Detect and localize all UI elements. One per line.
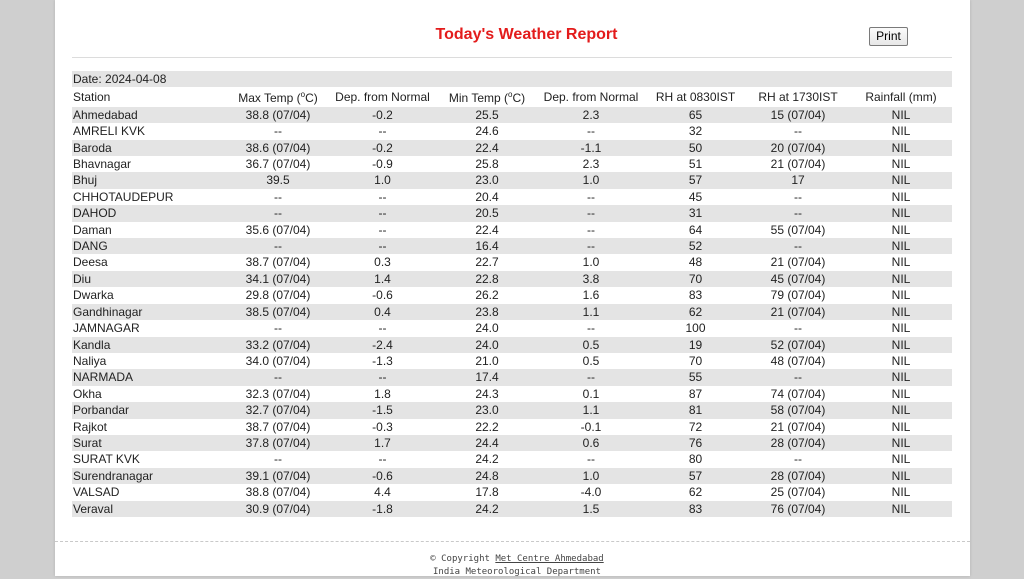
rh-0830-cell: 19 xyxy=(645,337,746,353)
dep-min-cell: 0.1 xyxy=(582,386,600,401)
rainfall-cell: NIL xyxy=(891,485,911,500)
max-temp-cell: 30.9 (07/04) xyxy=(228,501,328,517)
rh-1730-cell: 52 (07/04) xyxy=(746,337,850,353)
dep-min-cell: 1.6 xyxy=(582,288,600,303)
rainfall-cell: NIL xyxy=(891,288,911,303)
rh-0830-cell: 52 xyxy=(645,238,746,254)
table-row xyxy=(72,222,952,238)
dep-min-cell: -4.0 xyxy=(580,485,602,500)
dep-max-cell: -0.6 xyxy=(328,468,437,484)
station-cell: Ahmedabad xyxy=(72,107,228,123)
station-cell: VALSAD xyxy=(73,485,120,500)
rh-1730-cell: -- xyxy=(794,452,802,467)
table-row xyxy=(72,172,952,188)
dep-max-cell: -1.3 xyxy=(372,353,393,368)
max-temp-cell: 34.0 (07/04) xyxy=(245,353,311,368)
max-temp-cell: -- xyxy=(274,452,282,467)
dep-min-cell: 3.8 xyxy=(537,271,645,287)
dep-max-cell: -- xyxy=(378,189,387,204)
max-temp-cell: 38.8 (07/04) xyxy=(245,485,311,500)
dep-min-cell: -0.1 xyxy=(580,419,602,434)
dep-min-cell: -- xyxy=(587,189,595,204)
max-temp-cell: -- xyxy=(228,369,328,385)
header-min-temp: Min Temp ($^o$C) xyxy=(448,90,526,106)
rh-1730-cell: 21 (07/04) xyxy=(770,157,826,172)
max-temp-cell: 32.3 (07/04) xyxy=(245,386,311,401)
max-temp-cell: -- xyxy=(274,189,282,204)
min-temp-cell: 20.4 xyxy=(475,189,499,204)
rh-1730-cell: 28 (07/04) xyxy=(746,435,850,451)
max-temp-cell: 39.1 (07/04) xyxy=(228,468,328,484)
table-row xyxy=(72,205,952,221)
header-rainfall: Rainfall (mm) xyxy=(865,89,937,104)
station-cell: AMRELI KVK xyxy=(73,124,146,139)
table-row xyxy=(72,304,952,320)
dep-max-cell: -- xyxy=(328,238,437,254)
rainfall-cell: NIL xyxy=(850,337,952,353)
rainfall-cell: NIL xyxy=(891,255,911,270)
station-cell: Gandhinagar xyxy=(72,304,228,320)
table-row xyxy=(72,271,952,287)
min-temp-cell: 17.4 xyxy=(437,369,537,385)
rh-0830-cell: 57 xyxy=(645,172,746,188)
table-row xyxy=(72,435,952,451)
dep-min-cell: 1.1 xyxy=(537,402,645,418)
rh-0830-cell: 31 xyxy=(645,205,746,221)
table-row xyxy=(72,140,952,156)
dep-min-cell: -- xyxy=(587,222,595,237)
min-temp-cell: 22.7 xyxy=(475,255,499,270)
min-temp-cell: 24.0 xyxy=(475,321,499,336)
table-row xyxy=(72,386,952,402)
min-temp-cell: 21.0 xyxy=(475,353,499,368)
max-temp-cell: 38.5 (07/04) xyxy=(228,304,328,320)
rainfall-cell: NIL xyxy=(891,124,911,139)
rh-1730-cell: -- xyxy=(746,238,850,254)
dep-max-cell: 0.4 xyxy=(328,304,437,320)
dep-max-cell: 1.8 xyxy=(374,386,391,401)
dep-max-cell: -1.5 xyxy=(328,402,437,418)
rainfall-cell: NIL xyxy=(891,157,911,172)
table-row xyxy=(72,189,952,205)
rh-1730-cell: 15 (07/04) xyxy=(746,107,850,123)
copyright-line: © Copyright Met Centre Ahmedabad xyxy=(430,554,604,564)
rh-1730-cell: 79 (07/04) xyxy=(770,288,826,303)
dep-min-cell: -- xyxy=(537,205,645,221)
footer xyxy=(0,553,1024,579)
print-button[interactable]: Print xyxy=(869,27,908,46)
rh-1730-cell: 21 (07/04) xyxy=(746,304,850,320)
min-temp-cell: 23.8 xyxy=(437,304,537,320)
dep-max-cell: -- xyxy=(378,452,387,467)
dep-max-cell: 1.7 xyxy=(328,435,437,451)
table-row xyxy=(72,451,952,467)
rh-1730-cell: 21 (07/04) xyxy=(770,255,826,270)
max-temp-cell: 29.8 (07/04) xyxy=(245,288,311,303)
rh-0830-cell: 70 xyxy=(688,353,703,368)
rainfall-cell: NIL xyxy=(891,353,911,368)
rh-0830-cell: 32 xyxy=(688,124,703,139)
page-title: Today's Weather Report xyxy=(435,26,618,43)
dep-min-cell: 2.3 xyxy=(537,107,645,123)
dep-max-cell: -0.2 xyxy=(328,140,437,156)
table-row xyxy=(72,353,952,369)
rainfall-cell: NIL xyxy=(891,419,911,434)
rh-1730-cell: -- xyxy=(794,321,802,336)
header-rh-0830: RH at 0830IST xyxy=(655,89,736,104)
min-temp-cell: 23.0 xyxy=(437,172,537,188)
dep-max-cell: -0.3 xyxy=(372,419,393,434)
report-date: Date: 2024-04-08 xyxy=(72,71,952,87)
dep-min-cell: 1.0 xyxy=(582,255,600,270)
dep-min-cell: 1.5 xyxy=(537,501,645,517)
min-temp-cell: 24.6 xyxy=(475,124,499,139)
rh-0830-cell: 83 xyxy=(645,501,746,517)
dep-max-cell: 0.3 xyxy=(374,255,391,270)
station-cell: SURAT KVK xyxy=(73,452,140,467)
min-temp-cell: 22.4 xyxy=(437,140,537,156)
rh-0830-cell: 65 xyxy=(645,107,746,123)
dep-min-cell: -- xyxy=(587,452,595,467)
min-temp-cell: 22.8 xyxy=(437,271,537,287)
rh-0830-cell: 51 xyxy=(688,157,703,172)
dep-max-cell: -1.8 xyxy=(328,501,437,517)
min-temp-cell: 26.2 xyxy=(475,288,499,303)
org-name: India Meteorological Department xyxy=(433,567,601,577)
rh-1730-cell: 58 (07/04) xyxy=(746,402,850,418)
min-temp-cell: 17.8 xyxy=(475,485,499,500)
max-temp-cell: 36.7 (07/04) xyxy=(245,157,311,172)
dep-min-cell: 0.5 xyxy=(582,353,600,368)
table-row xyxy=(72,402,952,418)
station-cell: Baroda xyxy=(72,140,228,156)
station-cell: JAMNAGAR xyxy=(73,321,140,336)
rainfall-cell: NIL xyxy=(891,222,911,237)
dep-max-cell: -- xyxy=(378,124,387,139)
max-temp-cell: 35.6 (07/04) xyxy=(245,222,311,237)
table-row xyxy=(72,107,952,123)
table-row xyxy=(72,287,952,303)
dep-min-cell: 1.0 xyxy=(537,172,645,188)
rh-1730-cell: -- xyxy=(794,189,802,204)
min-temp-cell: 24.0 xyxy=(437,337,537,353)
date-row xyxy=(72,71,952,87)
header-rh-1730: RH at 1730IST xyxy=(758,89,838,104)
min-temp-cell: 24.2 xyxy=(437,501,537,517)
station-cell: Daman xyxy=(73,222,112,237)
rainfall-cell: NIL xyxy=(850,271,952,287)
dep-max-cell: -- xyxy=(378,222,387,237)
rh-1730-cell: -- xyxy=(746,205,850,221)
min-temp-cell: 23.0 xyxy=(437,402,537,418)
rainfall-cell: NIL xyxy=(850,107,952,123)
dep-max-cell: -- xyxy=(328,205,437,221)
rainfall-cell: NIL xyxy=(891,452,911,467)
rh-0830-cell: 72 xyxy=(688,419,703,434)
rh-0830-cell: 100 xyxy=(685,321,706,336)
table-row xyxy=(72,468,952,484)
dep-max-cell: -2.4 xyxy=(328,337,437,353)
max-temp-cell: 38.6 (07/04) xyxy=(228,140,328,156)
header-max-temp: Max Temp ($^o$C) xyxy=(238,90,318,106)
min-temp-cell: 16.4 xyxy=(437,238,537,254)
station-cell: Surat xyxy=(72,435,228,451)
max-temp-cell: 38.7 (07/04) xyxy=(245,255,311,270)
rainfall-cell: NIL xyxy=(850,501,952,517)
station-cell: Surendranagar xyxy=(72,468,228,484)
dep-max-cell: 1.4 xyxy=(328,271,437,287)
table-row xyxy=(72,238,952,254)
dep-min-cell: 0.6 xyxy=(537,435,645,451)
station-cell: DANG xyxy=(72,238,228,254)
station-cell: Kandla xyxy=(72,337,228,353)
min-temp-cell: 22.4 xyxy=(475,222,499,237)
max-temp-cell: -- xyxy=(228,238,328,254)
min-temp-cell: 24.3 xyxy=(475,386,499,401)
table-row xyxy=(72,501,952,517)
rh-0830-cell: 48 xyxy=(688,255,703,270)
table-row xyxy=(72,484,952,500)
dep-min-cell: -- xyxy=(537,238,645,254)
max-temp-cell: 39.5 xyxy=(228,172,328,188)
table-row xyxy=(72,320,952,336)
station-cell: Porbandar xyxy=(72,402,228,418)
rh-1730-cell: 76 (07/04) xyxy=(746,501,850,517)
rh-0830-cell: 80 xyxy=(688,452,703,467)
rainfall-cell: NIL xyxy=(891,321,911,336)
station-cell: Deesa xyxy=(73,255,108,270)
station-cell: Veraval xyxy=(72,501,228,517)
header-dep-min: Dep. from Normal xyxy=(543,89,639,104)
rh-1730-cell: -- xyxy=(794,124,802,139)
station-cell: CHHOTAUDEPUR xyxy=(73,189,174,204)
station-cell: Dwarka xyxy=(73,288,114,303)
min-temp-cell: 25.5 xyxy=(437,107,537,123)
max-temp-cell: 38.7 (07/04) xyxy=(245,419,311,434)
station-cell: NARMADA xyxy=(72,369,228,385)
rainfall-cell: NIL xyxy=(850,435,952,451)
station-cell: Naliya xyxy=(73,353,107,368)
station-cell: Rajkot xyxy=(73,419,108,434)
station-cell: Bhavnagar xyxy=(73,157,132,172)
rainfall-cell: NIL xyxy=(850,369,952,385)
rh-0830-cell: 45 xyxy=(688,189,703,204)
max-temp-cell: -- xyxy=(228,205,328,221)
max-temp-cell: 32.7 (07/04) xyxy=(228,402,328,418)
met-centre-link[interactable]: Met Centre Ahmedabad xyxy=(495,554,604,564)
dep-max-cell: 4.4 xyxy=(374,485,391,500)
table-row xyxy=(72,254,952,270)
dep-max-cell: -0.2 xyxy=(328,107,437,123)
min-temp-cell: 24.8 xyxy=(437,468,537,484)
table-row xyxy=(72,337,952,353)
rh-1730-cell: 55 (07/04) xyxy=(770,222,826,237)
dep-min-cell: -1.1 xyxy=(537,140,645,156)
min-temp-cell: 25.8 xyxy=(475,157,499,172)
rainfall-cell: NIL xyxy=(850,205,952,221)
rh-1730-cell: 28 (07/04) xyxy=(746,468,850,484)
rainfall-cell: NIL xyxy=(891,189,911,204)
header-station: Station xyxy=(73,89,111,104)
rh-1730-cell: 48 (07/04) xyxy=(770,353,826,368)
rainfall-cell: NIL xyxy=(850,140,952,156)
station-cell: DAHOD xyxy=(72,205,228,221)
rh-0830-cell: 87 xyxy=(688,386,703,401)
rh-1730-cell: 74 (07/04) xyxy=(770,386,826,401)
dep-max-cell: -- xyxy=(378,321,387,336)
rh-0830-cell: 64 xyxy=(688,222,703,237)
rainfall-cell: NIL xyxy=(850,172,952,188)
rh-1730-cell: 25 (07/04) xyxy=(770,485,826,500)
dep-min-cell: -- xyxy=(587,124,595,139)
station-cell: Diu xyxy=(72,271,228,287)
dep-min-cell: -- xyxy=(587,321,595,336)
rainfall-cell: NIL xyxy=(850,468,952,484)
min-temp-cell: 20.5 xyxy=(437,205,537,221)
table-row xyxy=(72,419,952,435)
rh-0830-cell: 70 xyxy=(645,271,746,287)
rh-0830-cell: 83 xyxy=(688,288,703,303)
header-row xyxy=(72,87,952,106)
dep-max-cell: 1.0 xyxy=(328,172,437,188)
dep-min-cell: 1.0 xyxy=(537,468,645,484)
min-temp-cell: 22.2 xyxy=(475,419,499,434)
dep-min-cell: -- xyxy=(537,369,645,385)
divider xyxy=(72,57,952,58)
station-cell: Bhuj xyxy=(72,172,228,188)
rh-0830-cell: 55 xyxy=(645,369,746,385)
dep-max-cell: -0.9 xyxy=(372,157,393,172)
rainfall-cell: NIL xyxy=(850,304,952,320)
max-temp-cell: 38.8 (07/04) xyxy=(228,107,328,123)
report-page xyxy=(55,0,970,576)
header-dep-max: Dep. from Normal xyxy=(335,89,430,104)
weather-table xyxy=(72,71,952,517)
dep-min-cell: 0.5 xyxy=(537,337,645,353)
rainfall-cell: NIL xyxy=(891,386,911,401)
rainfall-cell: NIL xyxy=(850,402,952,418)
rh-1730-cell: 20 (07/04) xyxy=(746,140,850,156)
dep-max-cell: -- xyxy=(328,369,437,385)
rh-1730-cell: -- xyxy=(746,369,850,385)
dep-min-cell: 2.3 xyxy=(582,157,600,172)
max-temp-cell: 34.1 (07/04) xyxy=(228,271,328,287)
rh-0830-cell: 62 xyxy=(645,304,746,320)
dep-max-cell: -0.6 xyxy=(372,288,393,303)
station-cell: Okha xyxy=(73,386,102,401)
max-temp-cell: -- xyxy=(274,124,282,139)
table-row xyxy=(72,369,952,385)
rainfall-cell: NIL xyxy=(850,238,952,254)
rh-1730-cell: 21 (07/04) xyxy=(770,419,826,434)
rh-0830-cell: 62 xyxy=(688,485,703,500)
table-row xyxy=(72,156,952,172)
rh-0830-cell: 81 xyxy=(645,402,746,418)
max-temp-cell: -- xyxy=(274,321,282,336)
footer-divider xyxy=(55,541,970,542)
rh-0830-cell: 50 xyxy=(645,140,746,156)
table-row xyxy=(72,123,952,139)
rh-0830-cell: 76 xyxy=(645,435,746,451)
rh-1730-cell: 17 xyxy=(746,172,850,188)
rh-0830-cell: 57 xyxy=(645,468,746,484)
min-temp-cell: 24.4 xyxy=(437,435,537,451)
max-temp-cell: 33.2 (07/04) xyxy=(228,337,328,353)
max-temp-cell: 37.8 (07/04) xyxy=(228,435,328,451)
dep-min-cell: 1.1 xyxy=(537,304,645,320)
min-temp-cell: 24.2 xyxy=(475,452,499,467)
rh-1730-cell: 45 (07/04) xyxy=(746,271,850,287)
